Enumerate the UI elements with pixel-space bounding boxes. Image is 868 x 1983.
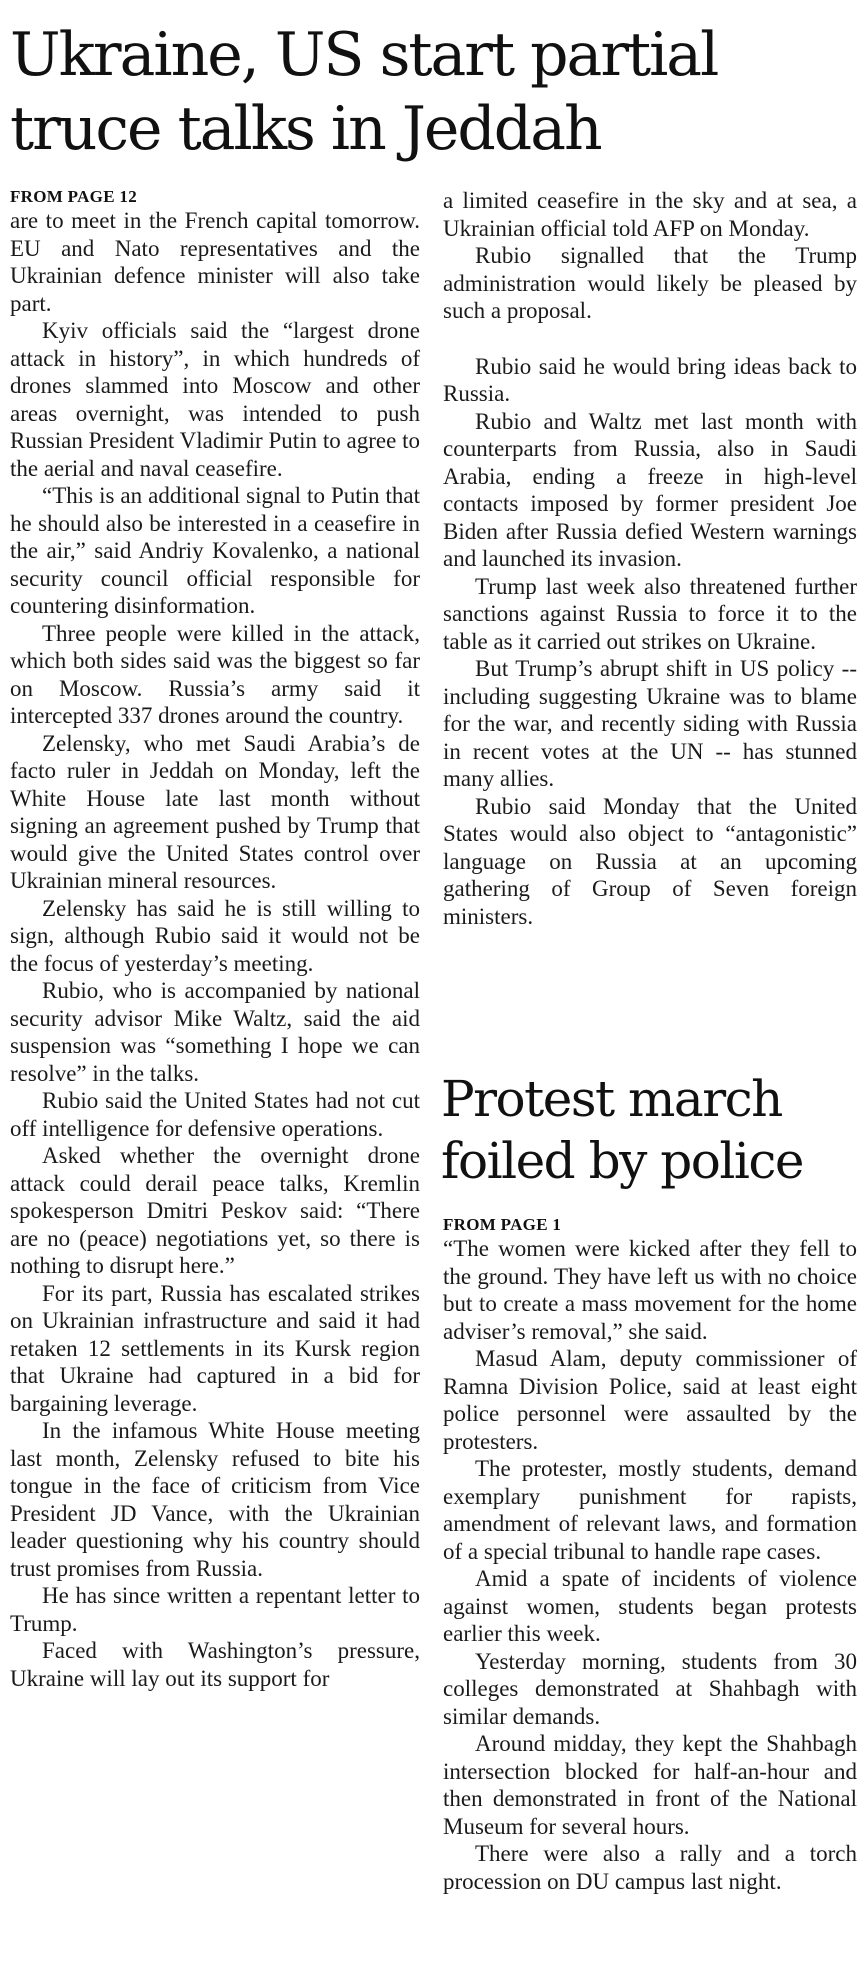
paragraph: Rubio and Waltz met last month with counterparts from Russia, also in Saudi Arabia, ending a freeze in high-level contacts imposed by former president Joe Biden after Russia defied Western warnings and launched its invasion. [443, 408, 857, 571]
paragraph: “The women were kicked after they fell to the ground. They have left us with no choice but to create a mass movement for the home adviser’s removal,” she said. [443, 1236, 857, 1344]
paragraph: Yesterday morning, students from 30 colleges demonstrated at Shahbagh with similar demands. [443, 1648, 857, 1729]
article-headline: Ukraine, US start partial truce talks in Jeddah [10, 20, 718, 164]
paragraph: Masud Alam, deputy commissioner of Ramna Division Police, said at least eight police personnel were assaulted by the protesters. [443, 1346, 857, 1454]
paragraph: Rubio said the United States had not cut off intelligence for defensive operations. [10, 1088, 420, 1141]
paragraph: The protester, mostly students, demand exemplary punishment for rapists, amendment of relevant laws, and formation of a special tribunal to handle rape cases. [443, 1456, 857, 1564]
jump-label: FROM PAGE 12 [10, 187, 137, 206]
paragraph: There were also a rally and a torch procession on DU campus last night. [443, 1841, 857, 1894]
article-column-right [443, 187, 857, 930]
paragraph: Asked whether the overnight drone attack could derail peace talks, Kremlin spokesperson Dmitri Peskov said: “There are no (peace) negotiations yet, so there is nothing to disrupt here.” [10, 1143, 420, 1278]
paragraph: a limited ceasefire in the sky and at sea, a Ukrainian official told AFP on Monday. [443, 188, 857, 241]
paragraph: Amid a spate of incidents of violence against women, students began protests earlier this week. [443, 1566, 857, 1646]
paragraph: In the infamous White House meeting last month, Zelensky refused to bite his tongue in the face of criticism from Vice President JD Vance, with the Ukrainian leader questioning why his country should trust promises from Russia. [10, 1418, 420, 1581]
paragraph: Trump last week also threatened further sanctions against Russia to force it to the table as it carried out strikes on Ukraine. [443, 573, 857, 654]
paragraph: Faced with Washington’s pressure, Ukraine will lay out its support for [10, 1638, 420, 1691]
paragraph: are to meet in the French capital tomorrow. EU and Nato representatives and the Ukrainian defence minister will also take part. [10, 208, 420, 316]
paragraph: Kyiv officials said the “largest drone attack in history”, in which hundreds of drones slammed into Moscow and other areas overnight, was intended to push Russian President Vladimir Putin to agree to the aerial and naval ceasefire. [10, 318, 420, 481]
paragraph: But Trump’s abrupt shift in US policy -- including suggesting Ukraine was to blame for the war, and recently siding with Russia in recent votes at the UN -- has stunned many allies. [443, 656, 857, 791]
paragraph: “This is an additional signal to Putin that he should also be interested in a ceasefire in the air,” said Andriy Kovalenko, a national security council official responsible for countering disinformation. [10, 483, 420, 618]
paragraph: Rubio, who is accompanied by national security advisor Mike Waltz, said the aid suspension was “something I hope we can resolve” in the talks. [10, 978, 420, 1086]
paragraph: Rubio signalled that the Trump administration would likely be pleased by such a proposal. [443, 243, 857, 323]
paragraph: Zelensky, who met Saudi Arabia’s de facto ruler in Jeddah on Monday, left the White House late last month without signing an agreement pushed by Trump that would give the United States control over Ukrainian mineral resources. [10, 730, 420, 893]
jump-label: FROM PAGE 1 [443, 1215, 562, 1234]
paragraph: He has since written a repentant letter to Trump. [10, 1583, 420, 1636]
paragraph: Rubio said Monday that the United States would also object to “antagonistic” language on Russia at an upcoming gathering of Group of Seven foreign ministers. [443, 793, 857, 929]
second-article-column [443, 1215, 857, 1895]
article-column-left [10, 187, 420, 1692]
paragraph: Three people were killed in the attack, which both sides said was the biggest so far on Moscow. Russia’s army said it intercepted 337 drones around the country. [10, 620, 420, 728]
paragraph: Zelensky has said he is still willing to sign, although Rubio said it would not be the focus of yesterday’s meeting. [10, 895, 420, 976]
paragraph: Rubio said he would bring ideas back to Russia. [443, 353, 857, 406]
second-article-headline: Protest march foiled by police [441, 1070, 803, 1190]
paragraph: Around midday, they kept the Shahbagh intersection blocked for half-an-hour and then demonstrated in front of the National Museum for several hours. [443, 1731, 857, 1839]
paragraph: For its part, Russia has escalated strikes on Ukrainian infrastructure and said it had retaken 12 settlements in its Kursk region that Ukraine had captured in a bid for bargaining leverage. [10, 1280, 420, 1416]
